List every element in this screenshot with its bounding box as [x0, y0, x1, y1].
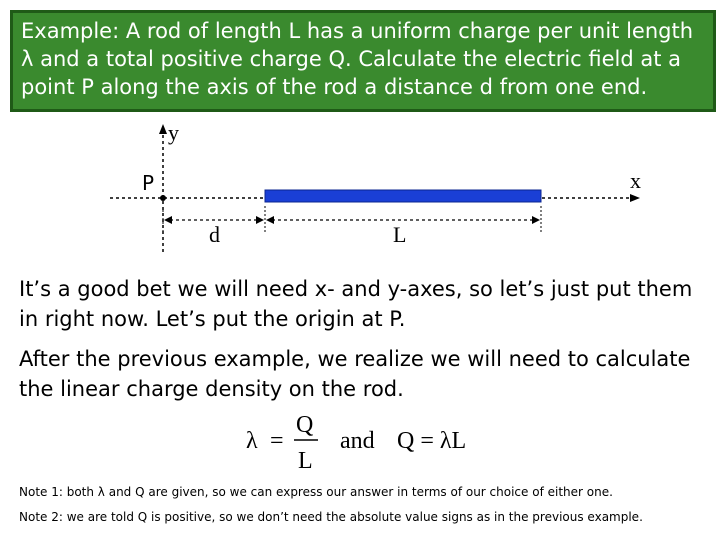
y-axis-label: y [168, 120, 179, 145]
paragraph-axes-line-1: It’s a good bet we will need x- and y-axes, so let’s just put them [19, 277, 693, 301]
paragraph-axes [19, 274, 709, 334]
l-label: L [393, 222, 407, 247]
paragraph-density-line-1: After the previous example, we realize we will need to calculate [19, 347, 691, 371]
point-p [160, 195, 166, 201]
charge-density-formula [240, 408, 500, 474]
formula-equals: = [270, 428, 284, 454]
problem-line-3: point P along the axis of the rod a distance d from one end. [21, 75, 648, 99]
problem-line-1: Example: A rod of length L has a uniform charge per unit length [21, 19, 694, 43]
formula-numerator: Q [296, 412, 314, 438]
l-arrow-right [532, 216, 540, 224]
y-axis-arrow [159, 124, 167, 134]
formula-total-charge: Q = λL [397, 428, 467, 454]
d-arrow-left [164, 216, 172, 224]
x-axis-label: x [630, 168, 641, 193]
problem-statement [10, 10, 716, 112]
formula-denominator: L [298, 448, 313, 474]
l-arrow-left [266, 216, 274, 224]
d-arrow-right [256, 216, 264, 224]
paragraph-density-line-2: the linear charge density on the rod. [19, 377, 404, 401]
d-label: d [209, 222, 220, 247]
point-p-label: P [142, 171, 155, 195]
paragraph-density [19, 344, 709, 404]
paragraph-axes-line-2: in right now. Let’s put the origin at P. [19, 307, 406, 331]
charged-rod [265, 190, 541, 202]
x-axis-arrow [630, 194, 640, 202]
formula-and: and [340, 428, 375, 454]
rod-diagram [0, 110, 720, 255]
note-1: Note 1: both λ and Q are given, so we can express our answer in terms of our choice of either one. [19, 485, 613, 499]
note-2: Note 2: we are told Q is positive, so we don’t need the absolute value signs as in the previous example. [19, 510, 643, 524]
formula-lambda: λ [246, 428, 258, 454]
problem-line-2: λ and a total positive charge Q. Calculate the electric field at a [21, 47, 682, 71]
